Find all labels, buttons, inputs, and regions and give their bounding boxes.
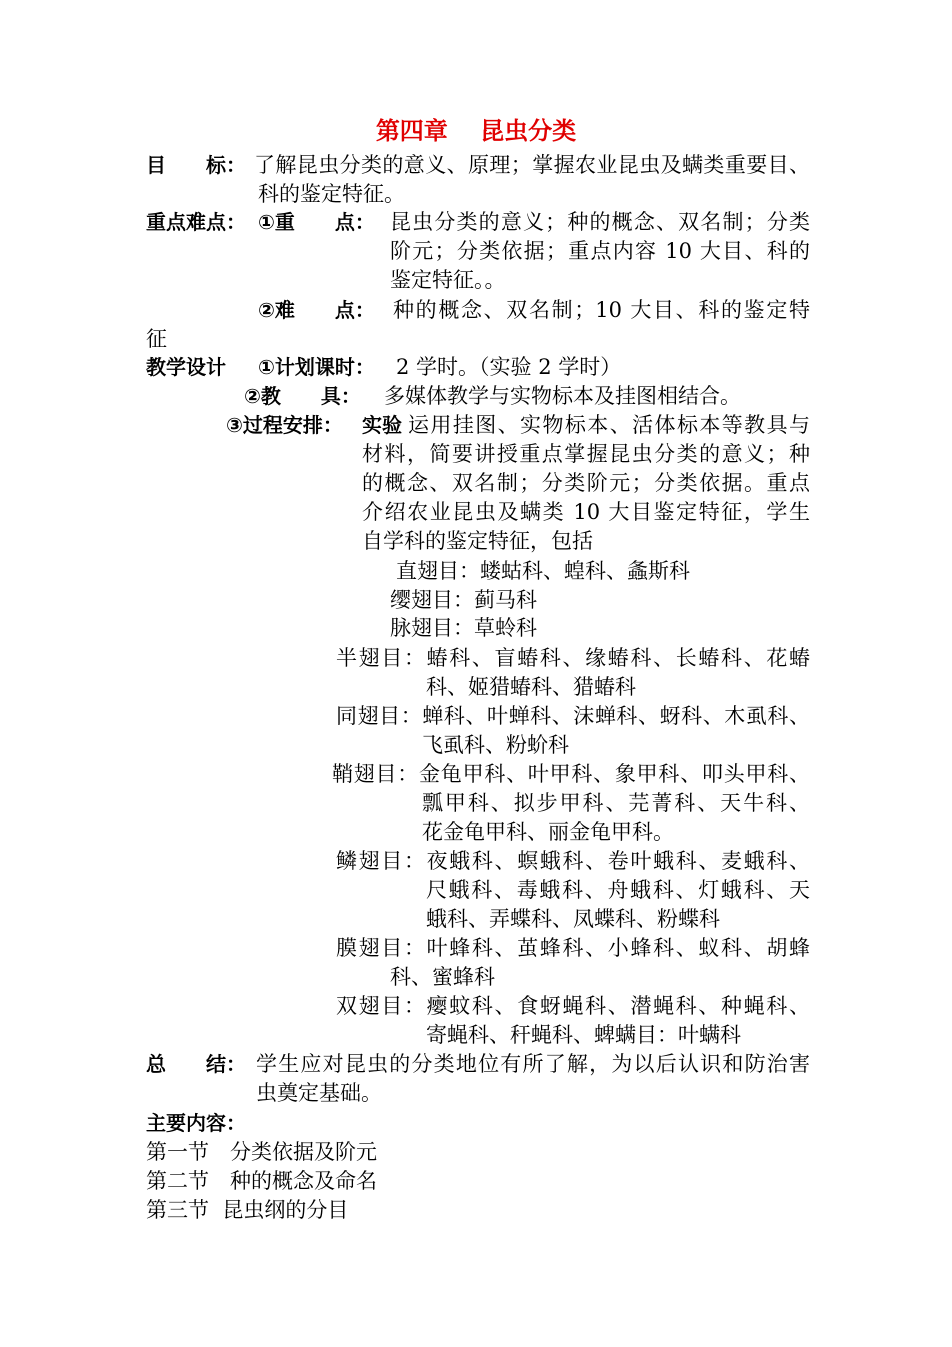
key-points-label: 重点难点： (146, 210, 246, 234)
key-point-line-3: 鉴定特征。。 (390, 268, 506, 292)
objective-line-2: 科的鉴定特征。 (258, 182, 405, 206)
hours-label: ①计划课时： (258, 355, 375, 379)
order-coleoptera-line-1: 鞘翅目：金龟甲科、叶甲科、象甲科、叩头甲科、 (332, 762, 810, 786)
order-hemiptera-line-2: 科、姬猎蝽科、猎蝽科 (426, 675, 636, 699)
order-hymenoptera-line-1: 膜翅目：叶蜂科、茧蜂科、小蜂科、蚁科、胡蜂 (336, 936, 810, 960)
order-coleoptera-line-3: 花金龟甲科、丽金龟甲科。 (422, 820, 674, 844)
teaching-design-label: 教学设计 (146, 355, 226, 379)
difficult-point-line-2: 征 (146, 327, 167, 351)
order-orthoptera: 直翅目：蝼蛄科、蝗科、螽斯科 (396, 559, 690, 583)
section-3: 第三节 昆虫纲的分目 (146, 1198, 349, 1222)
chapter-title: 第四章 昆虫分类 (375, 117, 577, 145)
order-diptera-line-2: 寄蝇科、秆蝇科、蜱螨目：叶螨科 (426, 1023, 741, 1047)
process-line-2: 材料，简要讲授重点掌握昆虫分类的意义；种 (362, 442, 810, 466)
key-point-line-1: 昆虫分类的意义；种的概念、双名制；分类 (390, 210, 810, 234)
summary-label: 总 结： (146, 1052, 246, 1076)
process-label: ③过程安排： (226, 413, 343, 437)
summary-line-1: 学生应对昆虫的分类地位有所了解，为以后认识和防治害 (256, 1052, 810, 1076)
difficult-point-label: ②难 点： (258, 298, 375, 322)
summary-line-2: 虫奠定基础。 (256, 1081, 382, 1105)
order-hemiptera-line-1: 半翅目：蝽科、盲蝽科、缘蝽科、长蝽科、花蝽 (336, 646, 810, 670)
order-homoptera-line-2: 飞虱科、粉蚧科 (422, 733, 569, 757)
section-1: 第一节 分类依据及阶元 (146, 1140, 377, 1164)
process-line-3: 的概念、双名制；分类阶元；分类依据。重点 (362, 471, 810, 495)
tools-label: ②教 具： (244, 384, 361, 408)
objective-line-1: 了解昆虫分类的意义、原理；掌握农业昆虫及螨类重要目、 (254, 153, 810, 177)
process-line-4: 介绍农业昆虫及螨类 10 大目鉴定特征，学生 (362, 500, 810, 524)
hours-text: 2 学时。（实验 2 学时） (396, 355, 622, 379)
main-content-label: 主要内容： (146, 1111, 246, 1135)
order-neuroptera: 脉翅目：草蛉科 (390, 616, 537, 640)
tools-text: 多媒体教学与实物标本及挂图相结合。 (384, 384, 741, 408)
order-lepidoptera-line-3: 蛾科、弄蝶科、凤蝶科、粉蝶科 (426, 907, 720, 931)
order-lepidoptera-line-2: 尺蛾科、毒蛾科、舟蛾科、灯蛾科、天 (426, 878, 810, 902)
key-point-label: ①重 点： (258, 210, 375, 234)
objective-label: 目 标： (146, 153, 246, 177)
process-lead: 实验 (362, 413, 402, 437)
order-diptera-line-1: 双翅目：瘿蚊科、食蚜蝇科、潜蝇科、种蝇科、 (336, 994, 810, 1018)
section-2: 第二节 种的概念及命名 (146, 1169, 377, 1193)
order-lepidoptera-line-1: 鳞翅目：夜蛾科、螟蛾科、卷叶蛾科、麦蛾科、 (336, 849, 810, 873)
process-line-1: 运用挂图、实物标本、活体标本等教具与 (408, 413, 810, 437)
order-hymenoptera-line-2: 科、蜜蜂科 (390, 965, 495, 989)
order-coleoptera-line-2: 瓢甲科、拟步甲科、芫菁科、天牛科、 (422, 791, 810, 815)
order-homoptera-line-1: 同翅目：蝉科、叶蝉科、沫蝉科、蚜科、木虱科、 (336, 704, 810, 728)
difficult-point-line-1: 种的概念、双名制；10 大目、科的鉴定特 (393, 298, 810, 322)
order-thysanoptera: 缨翅目：蓟马科 (390, 588, 537, 612)
key-point-line-2: 阶元；分类依据；重点内容 10 大目、科的 (390, 239, 810, 263)
process-line-5: 自学科的鉴定特征，包括 (362, 529, 593, 553)
